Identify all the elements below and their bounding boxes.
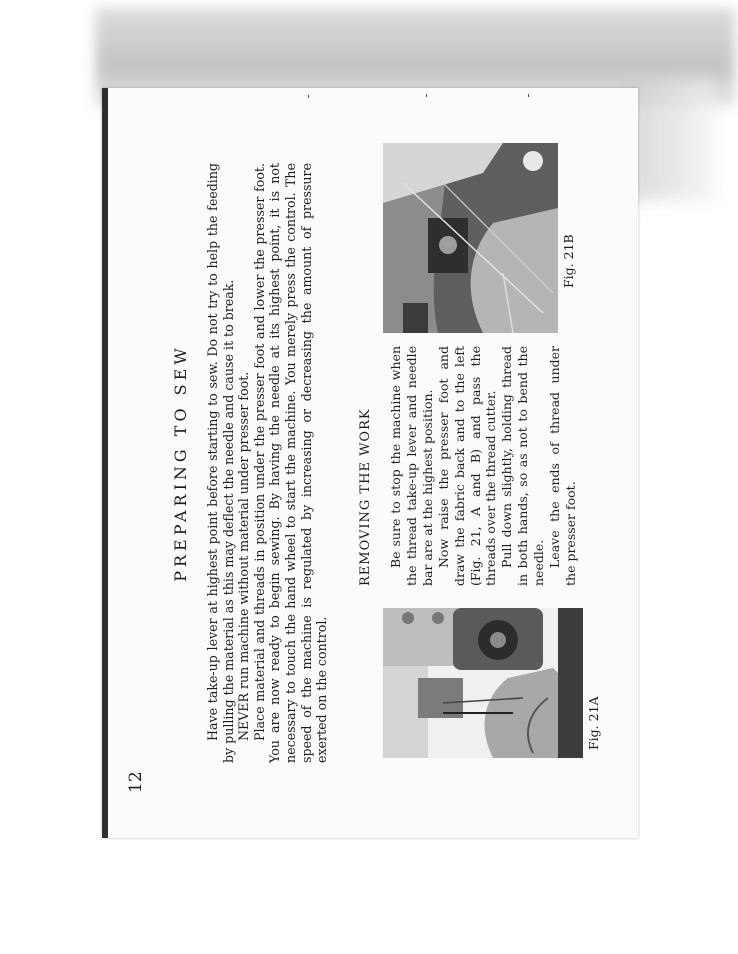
removing-work-heading: REMOVING THE WORK bbox=[358, 408, 373, 586]
intro-text bbox=[205, 163, 330, 763]
figure-21b-caption: Fig. 21B bbox=[561, 234, 576, 288]
intro-paragraph-2: NEVER run machine without material under presser foot. bbox=[236, 371, 252, 741]
removing-paragraph-4: Leave the ends of thread under the presser foot. bbox=[547, 346, 578, 586]
sewing-machine-illustration-b bbox=[383, 143, 558, 333]
figure-21a-caption: Fig. 21A bbox=[586, 696, 601, 750]
removing-paragraph-3: Pull down slightly, holding thread in both hands, so as not to bend the needle. bbox=[499, 346, 547, 586]
intro-paragraph-3: Place material and threads in position under the presser foot and lower the presser foot. You are now ready to begin sewing. By having the needle at its highest point, it is not necessary to touch the hand wheel to start the machine. You merely press the control. The speed of the machine is regulated by increasing or decreasing the amount of pressure exerted on the control. bbox=[251, 163, 330, 763]
removing-work-text bbox=[388, 346, 579, 586]
sewing-machine-illustration-a bbox=[383, 608, 583, 758]
scan-mark bbox=[426, 94, 427, 97]
removing-paragraph-1: Be sure to stop the machine when the thread take-up lever and needle bar are at the highest position. bbox=[388, 346, 435, 586]
removing-paragraph-2: Now raise the presser foot and draw the fabric back and to the left (Fig. 21, A and B) and pass the threads over the thread cutter. bbox=[435, 346, 499, 586]
manual-page bbox=[102, 88, 638, 838]
figure-21a-photo bbox=[383, 608, 583, 758]
figure-21b-photo bbox=[383, 143, 558, 333]
scan-shadow-right bbox=[625, 80, 715, 200]
scan-mark bbox=[308, 95, 309, 98]
page-number: 12 bbox=[126, 771, 146, 793]
scan-mark bbox=[528, 94, 529, 97]
intro-paragraph-1: Have take-up lever at highest point before starting to sew. Do not try to help the feeding by pulling the material as this may deflect the needle and cause it to break. bbox=[205, 163, 236, 763]
page-title: PREPARING TO SEW bbox=[171, 344, 190, 582]
rotated-page-content bbox=[108, 88, 638, 838]
